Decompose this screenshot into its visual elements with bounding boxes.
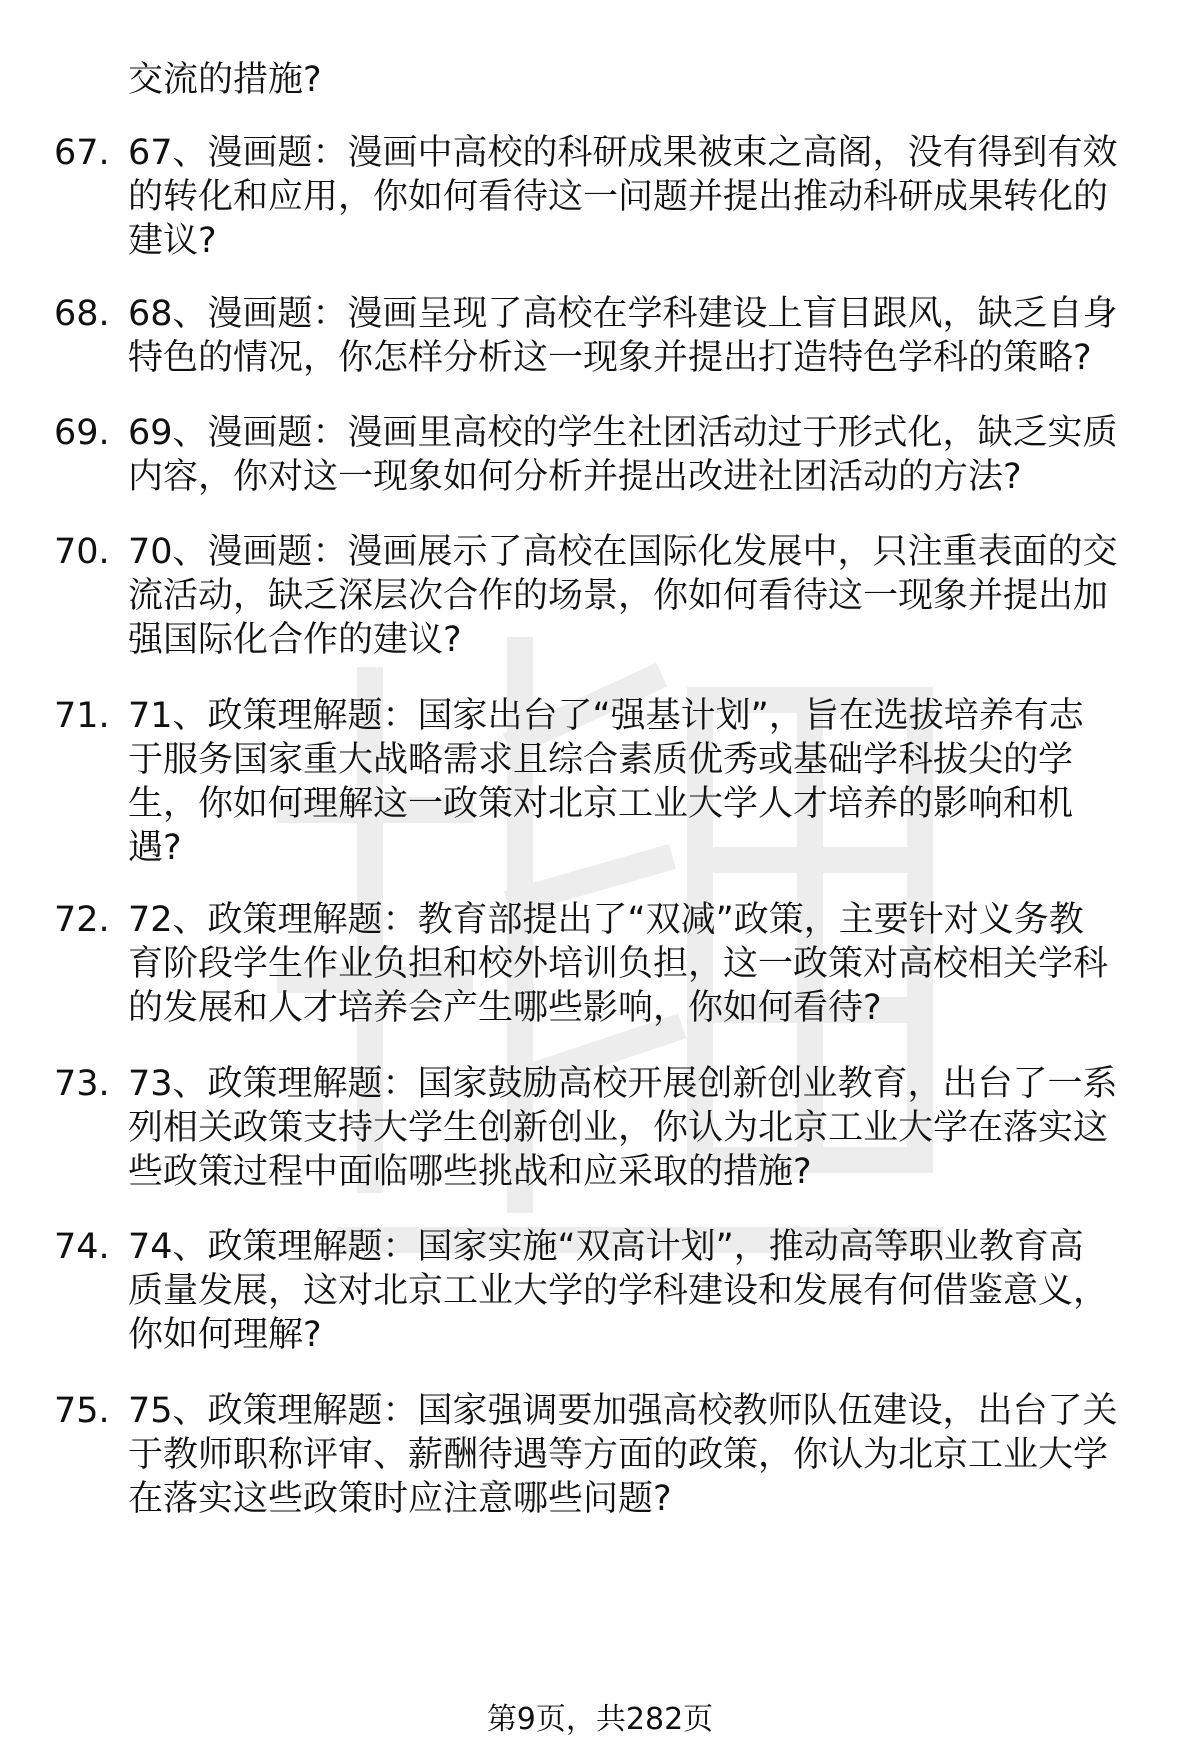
item-line: 质量发展，这对北京工业大学的学科建设和发展有何借鉴意义， <box>128 1271 1109 1311</box>
item-text <box>128 292 1148 380</box>
item-line: 建议? <box>128 221 217 261</box>
item-line: 于服务国家重大战略需求且综合素质优秀或基础学科拔尖的学 <box>128 740 1074 780</box>
item-text <box>128 530 1148 662</box>
item-line: 69、漫画题：漫画里高校的学生社团活动过于形式化，缺乏实质 <box>128 413 1118 453</box>
item-text <box>128 1389 1148 1521</box>
item-line: 67、漫画题：漫画中高校的科研成果被束之高阁，没有得到有效 <box>128 133 1118 173</box>
item-line: 你如何理解? <box>128 1315 322 1355</box>
item-text <box>128 1062 1148 1194</box>
item-line: 在落实这些政策时应注意哪些问题? <box>128 1479 672 1519</box>
item-line: 强国际化合作的建议? <box>128 620 462 660</box>
item-text <box>128 1225 1148 1357</box>
page-footer: 第9页，共282页 <box>486 1702 714 1737</box>
item-number: 72. <box>54 900 110 940</box>
item-number: 74. <box>54 1227 110 1267</box>
item-text <box>128 131 1148 263</box>
item-line: 内容，你对这一现象如何分析并提出改进社团活动的方法? <box>128 457 1022 497</box>
item-number: 75. <box>54 1391 110 1431</box>
item-number: 69. <box>54 413 110 453</box>
item-line: 73、政策理解题：国家鼓励高校开展创新创业教育，出台了一系 <box>128 1064 1118 1104</box>
item-number: 67. <box>54 133 110 173</box>
item-line: 70、漫画题：漫画展示了高校在国际化发展中，只注重表面的交 <box>128 532 1118 572</box>
intro-text <box>128 58 1148 102</box>
item-line: 72、政策理解题：教育部提出了“双减”政策，主要针对义务教 <box>128 900 1084 940</box>
item-line: 特色的情况，你怎样分析这一现象并提出打造特色学科的策略? <box>128 338 1092 378</box>
item-line: 的转化和应用，你如何看待这一问题并提出推动科研成果转化的 <box>128 177 1109 217</box>
item-line: 75、政策理解题：国家强调要加强高校教师队伍建设，出台了关 <box>128 1391 1118 1431</box>
item-number: 68. <box>54 294 110 334</box>
item-line: 68、漫画题：漫画呈现了高校在学科建设上盲目跟风，缺乏自身 <box>128 294 1118 334</box>
item-line: 列相关政策支持大学生创新创业，你认为北京工业大学在落实这 <box>128 1108 1109 1148</box>
item-number: 70. <box>54 532 110 572</box>
item-line: 74、政策理解题：国家实施“双高计划”，推动高等职业教育高 <box>128 1227 1084 1267</box>
item-line: 育阶段学生作业负担和校外培训负担，这一政策对高校相关学科 <box>128 944 1109 984</box>
item-line: 71、政策理解题：国家出台了“强基计划”，旨在选拔培养有志 <box>128 696 1084 736</box>
item-line: 流活动，缺乏深层次合作的场景，你如何看待这一现象并提出加 <box>128 576 1109 616</box>
item-text <box>128 411 1148 499</box>
item-number: 73. <box>54 1064 110 1104</box>
item-line: 于教师职称评审、薪酬待遇等方面的政策，你认为北京工业大学 <box>128 1435 1109 1475</box>
item-line: 生，你如何理解这一政策对北京工业大学人才培养的影响和机 <box>128 784 1074 824</box>
intro-line: 交流的措施? <box>128 60 322 100</box>
item-line: 的发展和人才培养会产生哪些影响，你如何看待? <box>128 988 882 1028</box>
item-text <box>128 898 1148 1030</box>
item-line: 些政策过程中面临哪些挑战和应采取的措施? <box>128 1152 812 1192</box>
item-text <box>128 694 1148 870</box>
item-number: 71. <box>54 696 110 736</box>
item-line: 遇? <box>128 828 182 868</box>
